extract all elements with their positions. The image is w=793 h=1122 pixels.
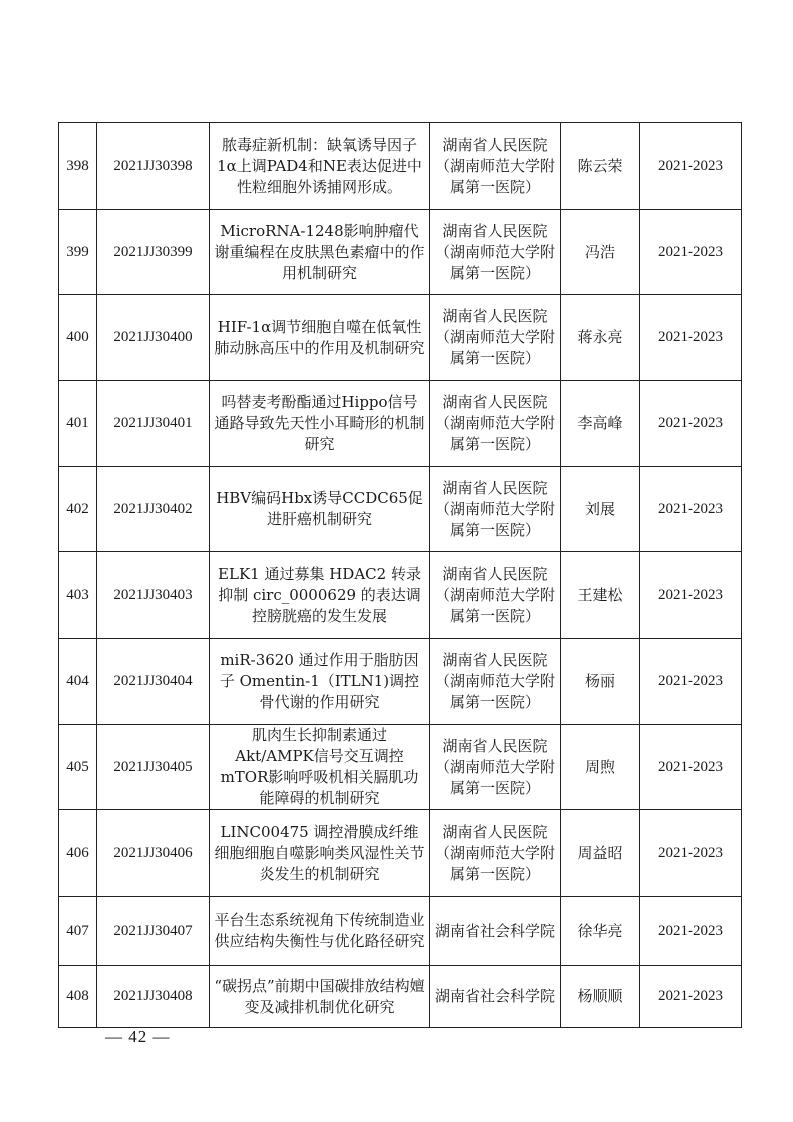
table-row xyxy=(59,467,742,552)
principal-investigator: 陈云荣 xyxy=(561,123,640,210)
row-number: 402 xyxy=(59,467,97,552)
row-number: 405 xyxy=(59,725,97,810)
principal-investigator: 王建松 xyxy=(561,552,640,639)
table-row xyxy=(59,552,742,639)
project-code: 2021JJ30403 xyxy=(97,552,210,639)
project-period: 2021-2023 xyxy=(640,210,742,295)
project-title: miR-3620 通过作用于脂肪因子 Omentin-1（ITLN1)调控骨代谢的作用研究 xyxy=(210,639,430,725)
project-title: 平台生态系统视角下传统制造业供应结构失衡性与优化路径研究 xyxy=(210,897,430,966)
project-code: 2021JJ30406 xyxy=(97,810,210,897)
project-title: “碳拐点”前期中国碳排放结构嬗变及减排机制优化研究 xyxy=(210,966,430,1028)
institution: 湖南省人民医院（湖南师范大学附属第一医院） xyxy=(430,552,561,639)
institution: 湖南省人民医院（湖南师范大学附属第一医院） xyxy=(430,810,561,897)
project-code: 2021JJ30398 xyxy=(97,123,210,210)
institution: 湖南省人民医院（湖南师范大学附属第一医院） xyxy=(430,210,561,295)
principal-investigator: 杨顺顺 xyxy=(561,966,640,1028)
project-period: 2021-2023 xyxy=(640,966,742,1028)
page-number: — 42 — xyxy=(105,1027,171,1046)
project-title: MicroRNA-1248影响肿瘤代谢重编程在皮肤黑色素瘤中的作用机制研究 xyxy=(210,210,430,295)
table-body xyxy=(59,123,742,1028)
project-period: 2021-2023 xyxy=(640,639,742,725)
table-row xyxy=(59,123,742,210)
principal-investigator: 周煦 xyxy=(561,725,640,810)
row-number: 400 xyxy=(59,295,97,381)
principal-investigator: 杨丽 xyxy=(561,639,640,725)
project-title: 肌肉生长抑制素通过Akt/AMPK信号交互调控mTOR影响呼吸机相关膈肌功能障碍的机制研究 xyxy=(210,725,430,810)
project-code: 2021JJ30400 xyxy=(97,295,210,381)
table-row xyxy=(59,639,742,725)
project-title: HBV编码Hbx诱导CCDC65促进肝癌机制研究 xyxy=(210,467,430,552)
table-row xyxy=(59,897,742,966)
principal-investigator: 蒋永亮 xyxy=(561,295,640,381)
project-code: 2021JJ30402 xyxy=(97,467,210,552)
principal-investigator: 李高峰 xyxy=(561,381,640,467)
grant-table xyxy=(58,122,742,1028)
project-period: 2021-2023 xyxy=(640,552,742,639)
row-number: 403 xyxy=(59,552,97,639)
row-number: 406 xyxy=(59,810,97,897)
principal-investigator: 冯浩 xyxy=(561,210,640,295)
project-period: 2021-2023 xyxy=(640,725,742,810)
table-row xyxy=(59,966,742,1028)
institution: 湖南省人民医院（湖南师范大学附属第一医院） xyxy=(430,381,561,467)
institution: 湖南省社会科学院 xyxy=(430,897,561,966)
project-code: 2021JJ30404 xyxy=(97,639,210,725)
project-title: LINC00475 调控滑膜成纤维细胞细胞自噬影响类风湿性关节炎发生的机制研究 xyxy=(210,810,430,897)
project-period: 2021-2023 xyxy=(640,810,742,897)
project-title: ELK1 通过募集 HDAC2 转录抑制 circ_0000629 的表达调控膀胱癌的发生发展 xyxy=(210,552,430,639)
table-row xyxy=(59,810,742,897)
project-title: HIF-1α调节细胞自噬在低氧性肺动脉高压中的作用及机制研究 xyxy=(210,295,430,381)
project-code: 2021JJ30399 xyxy=(97,210,210,295)
project-period: 2021-2023 xyxy=(640,295,742,381)
institution: 湖南省人民医院（湖南师范大学附属第一医院） xyxy=(430,295,561,381)
project-code: 2021JJ30401 xyxy=(97,381,210,467)
project-title: 脓毒症新机制：缺氧诱导因子1α上调PAD4和NE表达促进中性粒细胞外诱捕网形成。 xyxy=(210,123,430,210)
project-period: 2021-2023 xyxy=(640,897,742,966)
project-period: 2021-2023 xyxy=(640,467,742,552)
institution: 湖南省人民医院（湖南师范大学附属第一医院） xyxy=(430,639,561,725)
row-number: 398 xyxy=(59,123,97,210)
project-code: 2021JJ30407 xyxy=(97,897,210,966)
project-title: 吗替麦考酚酯通过Hippo信号通路导致先天性小耳畸形的机制研究 xyxy=(210,381,430,467)
row-number: 399 xyxy=(59,210,97,295)
table-row xyxy=(59,725,742,810)
row-number: 404 xyxy=(59,639,97,725)
table-row xyxy=(59,295,742,381)
row-number: 407 xyxy=(59,897,97,966)
row-number: 408 xyxy=(59,966,97,1028)
institution: 湖南省人民医院（湖南师范大学附属第一医院） xyxy=(430,725,561,810)
principal-investigator: 徐华亮 xyxy=(561,897,640,966)
table-row xyxy=(59,381,742,467)
project-period: 2021-2023 xyxy=(640,123,742,210)
institution: 湖南省社会科学院 xyxy=(430,966,561,1028)
project-period: 2021-2023 xyxy=(640,381,742,467)
principal-investigator: 刘展 xyxy=(561,467,640,552)
table-row xyxy=(59,210,742,295)
project-code: 2021JJ30408 xyxy=(97,966,210,1028)
project-code: 2021JJ30405 xyxy=(97,725,210,810)
principal-investigator: 周益昭 xyxy=(561,810,640,897)
institution: 湖南省人民医院（湖南师范大学附属第一医院） xyxy=(430,467,561,552)
institution: 湖南省人民医院（湖南师范大学附属第一医院） xyxy=(430,123,561,210)
row-number: 401 xyxy=(59,381,97,467)
